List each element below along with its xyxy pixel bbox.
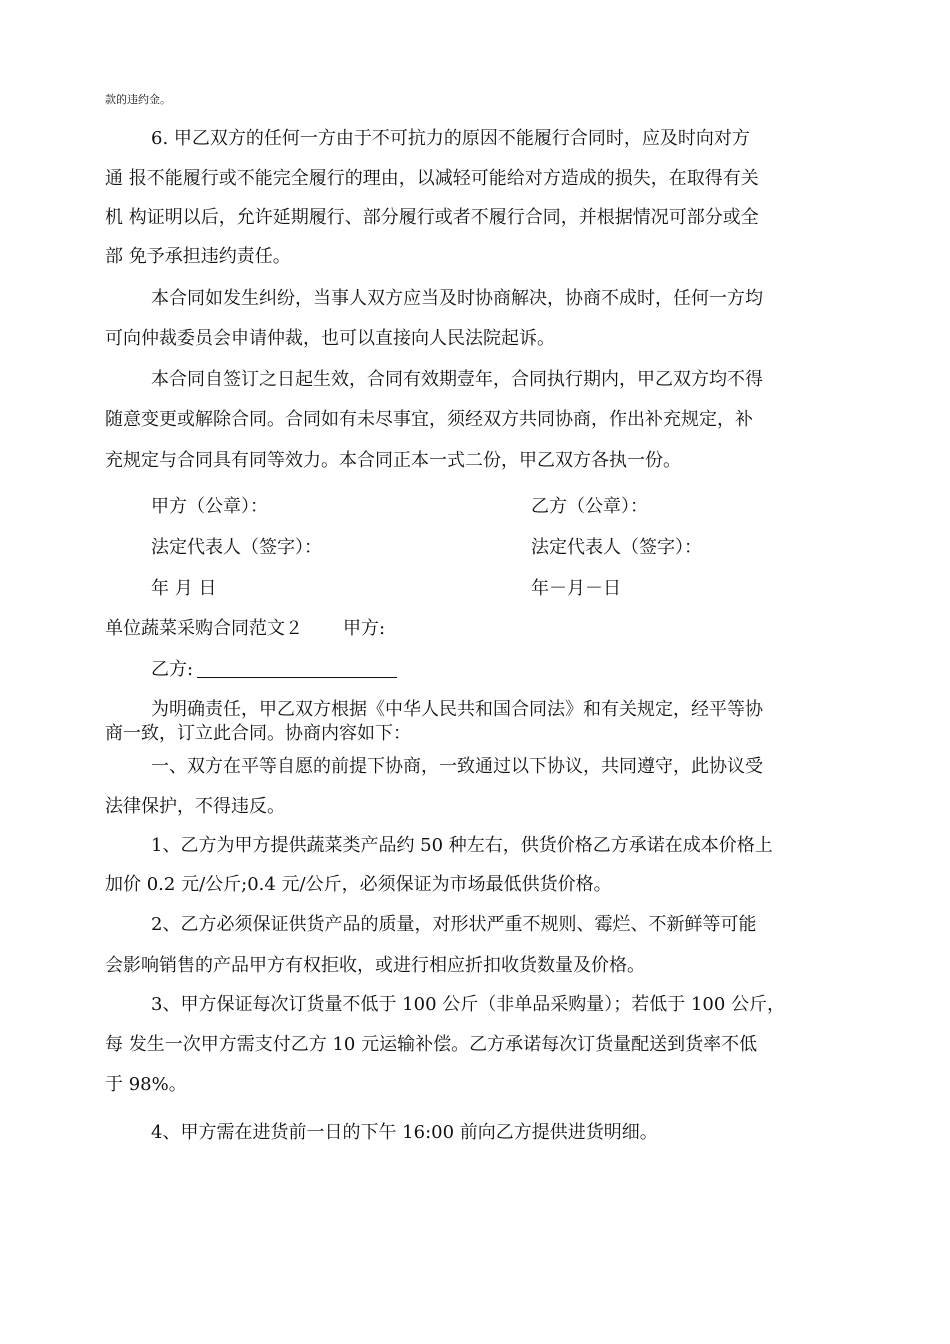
party-b-seal: 乙方（公章）： (531, 496, 648, 517)
clause-6-line-1: 6. 甲乙双方的任何一方由于不可抗力的原因不能履行合同时，应及时向对方 (151, 128, 750, 149)
clause-1-line-1: 一、双方在平等自愿的前提下协商，一致通过以下协议，共同遵守，此协议受 (151, 756, 763, 777)
sample-2-party-b-row (151, 658, 397, 682)
sample-2-party-b: 乙方: (151, 659, 194, 680)
item-3-line-1: 3、甲方保证每次订货量不低于 100 公斤（非单品采购量）；若低于 100 公斤， (151, 994, 786, 1015)
validity-line-3: 充规定与合同具有同等效力。本合同正本一式二份，甲乙双方各执一份。 (105, 450, 681, 471)
party-a-date: 年 月 日 (151, 578, 217, 599)
clause-6-line-3: 机 构证明以后，允许延期履行、部分履行或者不履行合同，并根据情况可部分或全 (105, 207, 759, 228)
party-b-date: 年－月－日 (531, 578, 621, 599)
sample-2-heading (105, 617, 385, 641)
intro-line-1: 为明确责任，甲乙双方根据《中华人民共和国合同法》和有关规定，经平等协 (151, 699, 763, 720)
party-b-blank-line (197, 659, 397, 678)
top-fragment: 款的违约金。 (105, 93, 171, 106)
clause-6-line-4: 部 免予承担违约责任。 (105, 246, 291, 267)
clause-1-line-2: 法律保护，不得违反。 (105, 796, 285, 817)
item-2-line-2: 会影响销售的产品甲方有权拒收，或进行相应折扣收货数量及价格。 (105, 955, 645, 976)
party-b-representative: 法定代表人（签字）： (531, 537, 702, 558)
item-1-line-1: 1、乙方为甲方提供蔬菜类产品约 50 种左右，供货价格乙方承诺在成本价格上 (151, 835, 773, 856)
clause-6-line-2: 通 报不能履行或不能完全履行的理由，以减轻可能给对方造成的损失，在取得有关 (105, 168, 759, 189)
party-a-seal: 甲方（公章）： (151, 496, 268, 517)
item-3-line-2: 每 发生一次甲方需支付乙方 10 元运输补偿。乙方承诺每次订货量配送到货率不低 (105, 1034, 758, 1055)
party-a-representative: 法定代表人（签字）： (151, 537, 322, 558)
sample-2-title: 单位蔬菜采购合同范文２ (105, 618, 303, 639)
validity-line-1: 本合同自签订之日起生效，合同有效期壹年，合同执行期内，甲乙双方均不得 (151, 369, 763, 390)
item-4-line-1: 4、甲方需在进货前一日的下午 16:00 前向乙方提供进货明细。 (151, 1122, 658, 1143)
item-2-line-1: 2、乙方必须保证供货产品的质量，对形状严重不规则、霉烂、不新鲜等可能 (151, 914, 757, 935)
dispute-line-1: 本合同如发生纠纷，当事人双方应当及时协商解决，协商不成时，任何一方均 (151, 288, 763, 309)
item-1-line-2: 加价 0.2 元/公斤;0.4 元/公斤，必须保证为市场最低供货价格。 (105, 874, 612, 895)
validity-line-2: 随意变更或解除合同。合同如有未尽事宜，须经双方共同协商，作出补充规定，补 (105, 409, 753, 430)
intro-line-2: 商一致，订立此合同。协商内容如下： (105, 723, 411, 744)
dispute-line-2: 可向仲裁委员会申请仲裁，也可以直接向人民法院起诉。 (105, 328, 555, 349)
sample-2-party-a: 甲方: (343, 618, 386, 639)
item-3-line-3: 于 98%。 (105, 1074, 187, 1095)
